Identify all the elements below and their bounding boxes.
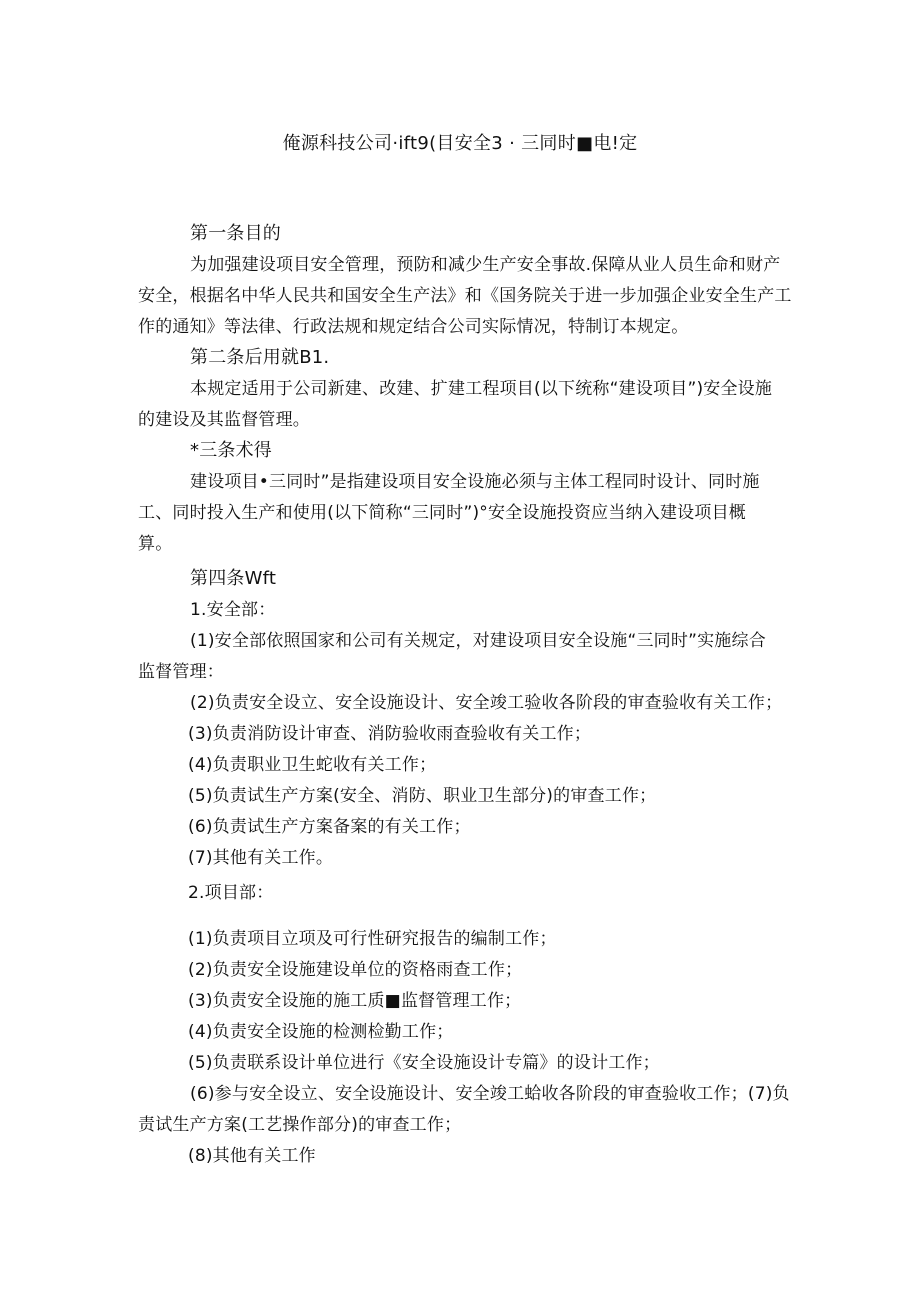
section-heading-purpose: 第一条目的: [190, 223, 281, 244]
paragraph-line: 安全，根据名中华人民共和国安全生产法》和《国务院关于进一步加强企业安全生产工: [138, 286, 792, 306]
paragraph-line: 作的通知》等法律、行政法规和规定结合公司实际情况，特制订本规定。: [138, 317, 689, 337]
paragraph-line: 本规定适用于公司新建、改建、扩建工程项目(以下统称“建设项目”)安全设施: [190, 379, 773, 399]
paragraph-line: 算。: [138, 534, 173, 554]
list-item: (6)负责试生产方案备案的有关工作；: [188, 817, 471, 837]
list-item: (4)负责职业卫生蛇收有关工作；: [188, 755, 437, 775]
section-heading-scope: 第二条后用就B1.: [190, 347, 330, 368]
section-heading-terms: *三条术得: [190, 440, 272, 461]
list-item: (3)负责消防设计审查、消防验收雨查验收有关工作；: [188, 724, 592, 744]
list-item: (2)负责安全设立、安全设施设计、安全竣工验收各阶段的审查验收有关工作；: [190, 693, 783, 713]
list-item: (8)其他有关工作: [188, 1146, 316, 1166]
list-item: (2)负责安全设施建设单位的资格雨查工作；: [188, 960, 523, 980]
list-item-continuation: 责试生产方案(工艺操作部分)的审查工作；: [138, 1115, 462, 1135]
department-label-safety: 1.安全部：: [190, 600, 276, 620]
list-item: (7)其他有关工作。: [188, 848, 334, 868]
list-item: (1)负责项目立项及可行性研究报告的编制工作；: [188, 929, 557, 949]
paragraph-line: 为加强建设项目安全管理，预防和减少生产安全事故.保障从业人员生命和财产: [190, 255, 781, 275]
document-title: 俺源科技公司·ift9(目安全3 · 三同时■电!定: [282, 133, 638, 154]
paragraph-line: 的建设及其监督管理。: [138, 410, 310, 430]
section-heading-responsibilities: 第四条Wft: [190, 568, 277, 589]
list-item: (6)参与安全设立、安全设施设计、安全竣工蛤收各阶段的审查验收工作；(7)负: [190, 1084, 790, 1104]
list-item: (5)负责试生产方案(安全、消防、职业卫生部分)的审查工作；: [188, 786, 657, 806]
list-item-continuation: 监督管理：: [138, 662, 224, 682]
list-item: (5)负责联系设计单位进行《安全设施设计专篇》的设计工作；: [188, 1053, 660, 1073]
department-label-project: 2.项目部：: [188, 883, 274, 903]
list-item: (4)负责安全设施的检测检勤工作；: [188, 1022, 454, 1042]
list-item: (3)负责安全设施的施工质■监督管理工作；: [188, 991, 522, 1011]
paragraph-line: 建设项目•三同时”是指建设项目安全设施必须与主体工程同时设计、同时施: [190, 472, 760, 492]
paragraph-line: 工、同时投入生产和使用(以下简称“三同时”)°安全设施投资应当纳入建设项目概: [138, 503, 746, 523]
list-item: (1)安全部依照国家和公司有关规定，对建设项目安全设施“三同时”实施综合: [190, 631, 766, 651]
